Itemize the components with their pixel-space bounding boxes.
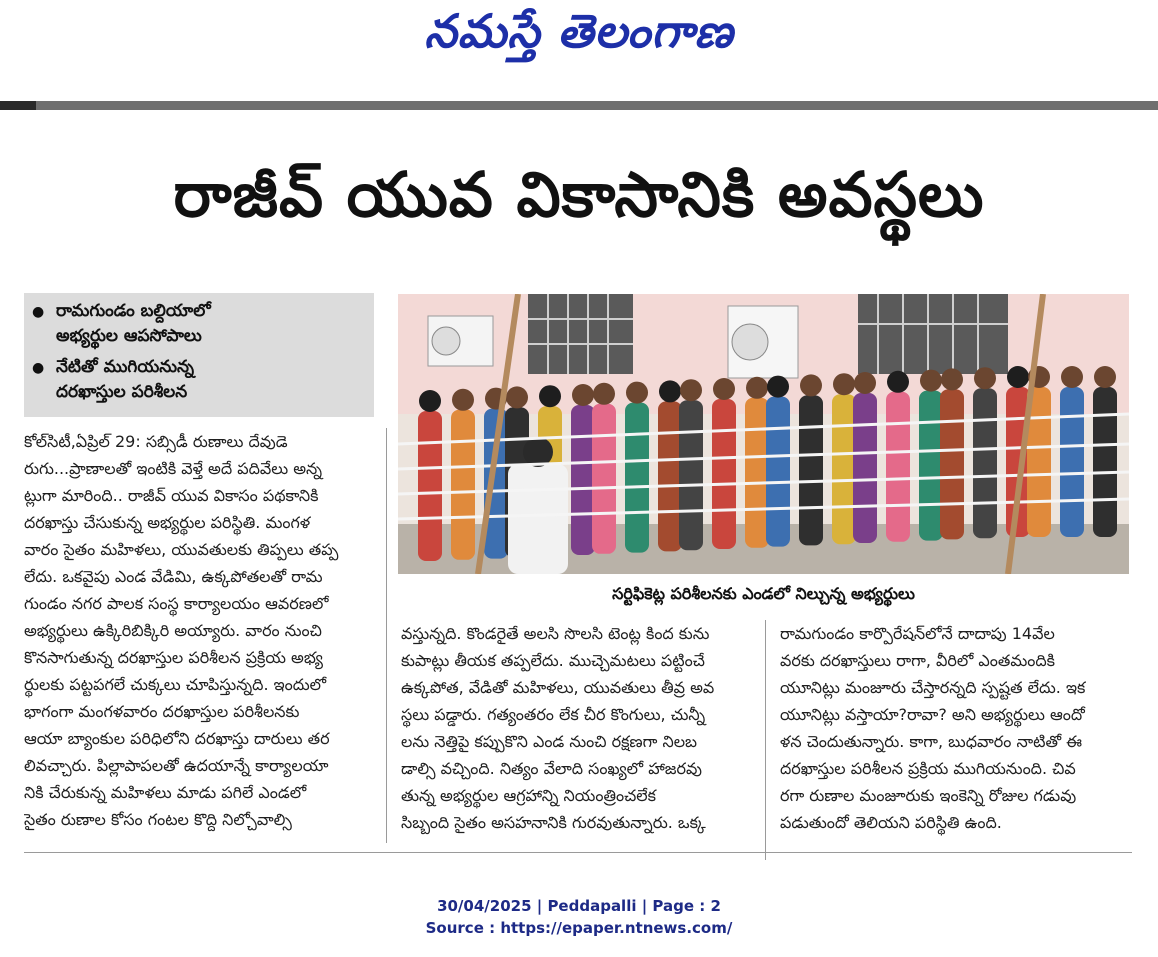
article-text-line: వస్తున్నది. కొండరైతే అలసి సొలసి టెంట్ల కింద కును: [401, 624, 710, 643]
highlight-item: [32, 299, 366, 349]
article-headline: రాజీవ్ యువ వికాసానికి అవస్థలు: [173, 158, 985, 231]
article-text-line: ళన చెందుతున్నారు. కాగా, బుధవారం నాటితో ఈ: [780, 732, 1083, 751]
article-text-line: కుపాట్లు తీయక తప్పలేదు. ముచ్చెమటలు పట్టించే: [401, 651, 705, 670]
column-divider: [765, 620, 766, 860]
article-text-line: సైతం రుణాల కోసం గంటల కొద్ది నిల్చోవాల్సి: [24, 810, 292, 829]
masthead-rule-accent: [0, 101, 36, 110]
article-text-line: డాల్సి వచ్చింది. నిత్యం వేలాది సంఖ్యలో హాజరవు: [401, 759, 702, 778]
article-text-line: వారం సైతం మహిళలు, యువతులకు తిప్పలు తప్ప: [24, 540, 339, 559]
highlight-line: దరఖాస్తుల పరిశీలన: [56, 382, 188, 402]
article-text-line: సిబ్బంది సైతం అసహనానికి గురవుతున్నారు. ఒక్క: [401, 813, 706, 832]
highlights-box: [24, 293, 374, 417]
article-text-line: దరఖాస్తు చేసుకున్న అభ్యర్థుల పరిస్థితి. మంగళ: [24, 513, 311, 532]
bullet-icon: ●: [32, 360, 45, 376]
article-text-line: లను నెత్తిపై కప్పుకొని ఎండ నుంచి రక్షణగా నిలబ: [401, 732, 698, 751]
news-photo: [398, 294, 1129, 574]
article-text-line: ట్లుగా మారింది.. రాజీవ్ యువ వికాసం పథకానికి: [24, 486, 319, 505]
highlight-line: అభ్యర్థుల ఆపసోపాలు: [56, 326, 202, 346]
article-text-line: ఉక్కపోత, వేడితో మహిళలు, యువతులు తీవ్ర అవ: [401, 678, 715, 697]
article-text-line: వరకు దరఖాస్తులు రాగా, వీరిలో ఎంతమందికి: [780, 651, 1056, 670]
highlight-line: నేటితో ముగియనున్న: [56, 357, 195, 377]
article-column-2: [401, 620, 751, 836]
article-text-line: లేదు. ఒకవైపు ఎండ వేడిమి, ఉక్కపోతలతో రామ: [24, 567, 323, 586]
article-text-line: యూనిట్లు మంజూరు చేస్తారన్నది స్పష్టత లేదు. ఇక: [780, 678, 1086, 697]
article-text-line: దరఖాస్తుల పరిశీలన ప్రక్రియ ముగియనుంది. చివ: [780, 759, 1076, 778]
article-text-line: రుగు...ప్రాణాలతో ఇంటికి వెళ్తే అదే పదివేలు అన్న: [24, 459, 323, 478]
article-text-line: యూనిట్లు వస్తాయా?రావా? అని అభ్యర్థులు ఆందో: [780, 705, 1085, 724]
article-text-line: తున్న అభ్యర్థుల ఆగ్రహాన్ని నియంత్రించలేక: [401, 786, 656, 805]
article-text-line: కోల్‌సిటీ,ఏప్రిల్ 29: సబ్సిడీ రుణాలు దేవుడె: [24, 432, 288, 451]
photo-caption: సర్టిఫికెట్ల పరిశీలనకు ఎండలో నిల్చున్న అభ్యర్థులు: [612, 584, 915, 603]
article-column-1: [24, 428, 374, 833]
article-text-line: రామగుండం కార్పొరేషన్‌లోనే దాదాపు 14వేల: [780, 624, 1055, 643]
highlight-item: [32, 355, 366, 405]
article-text-line: నికి చేరుకున్న మహిళలు మాడు పగిలే ఎండలో: [24, 783, 307, 802]
article-text-line: భాగంగా మంగళవారం దరఖాస్తుల పరిశీలనకు: [24, 702, 300, 721]
article-text-line: ఆయా బ్యాంకుల పరిధిలోని దరఖాస్తు దారులు తర: [24, 729, 330, 748]
highlight-line: రామగుండం బల్దియాలో: [56, 301, 211, 321]
article-text-line: రగా రుణాల మంజూరుకు ఇంకెన్ని రోజుల గడువు: [780, 786, 1077, 805]
article-text-line: లివచ్చారు. పిల్లాపాపలతో ఉదయాన్నే కార్యాలయా: [24, 756, 329, 775]
column-divider: [386, 428, 387, 843]
article-text-line: ర్థులకు పట్టపగలే చుక్కలు చూపిస్తున్నది. ఇందులో: [24, 675, 327, 694]
bullet-icon: ●: [32, 304, 45, 320]
page-footer: [0, 895, 1158, 939]
article-text-line: అభ్యర్థులు ఉక్కిరిబిక్కిరి అయ్యారు. వారం నుంచి: [24, 621, 322, 640]
article-text-line: స్థలు పడ్డారు. గత్యంతరం లేక చీర కొంగులు, చున్నీ: [401, 705, 706, 724]
article-column-3: [780, 620, 1130, 836]
masthead-rule: [0, 101, 1158, 110]
article-text-line: కొనసాగుతున్న దరఖాస్తుల పరిశీలన ప్రక్రియ అభ్య: [24, 648, 323, 667]
article-text-line: గుండం నగర పాలక సంస్థ కార్యాలయం ఆవరణలో: [24, 594, 329, 613]
newspaper-masthead: నమస్తే తెలంగాణ: [424, 4, 734, 58]
section-rule: [24, 852, 1132, 853]
article-text-line: పడుతుందో తెలియని పరిస్థితి ఉంది.: [780, 813, 1002, 832]
queue-photo-illustration: [398, 294, 1129, 574]
source-link[interactable]: Source : https://epaper.ntnews.com/: [425, 919, 733, 937]
edition-info: 30/04/2025 | Peddapalli | Page : 2: [437, 897, 721, 915]
